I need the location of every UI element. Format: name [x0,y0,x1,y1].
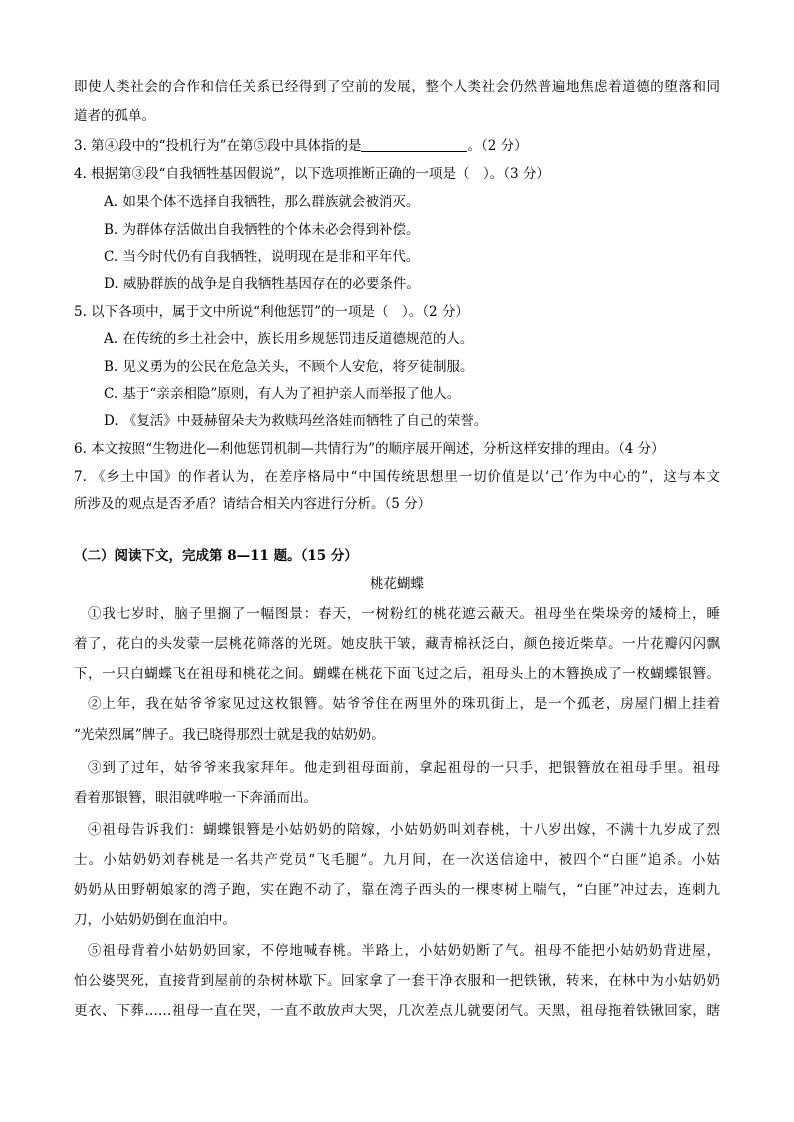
paragraph-3-line-2: 看着那银簪，眼泪就哗啦一下奔涌而出。 [74,790,317,806]
question-4-option-b: B. 为群体存活做出自我牺牲的个体未必会得到补偿。 [104,222,420,238]
paragraph-5-line-2: 怕公婆哭死，直接背到屋前的杂树林歇下。回家拿了一套干净衣服和一把铁锹，转来，在林中为小姑奶奶 [74,973,720,989]
question-7-line-1: 7. 《乡土中国》的作者认为，在差序格局中“中国传统思想里一切价值是以‘己’作为中心的”，这与本文 [74,469,720,485]
question-4-option-c: C. 当今时代仍有自我牺牲，说明现在是非和平年代。 [104,249,420,265]
question-3-text: 3. 第④段中的“投机行为”在第⑤段中具体指的是 [74,138,362,154]
question-4-option-a: A. 如果个体不选择自我牺牲，那么群族就会被消灭。 [104,194,420,210]
question-5-option-d: D. 《复活》中聂赫留朵夫为救赎玛丝洛娃而牺牲了自己的荣誉。 [104,413,488,429]
paragraph-4-line-4: 刀，小姑奶奶倒在血泊中。 [74,912,236,928]
paragraph-5-line-3: 更衣、下葬……祖母一直在哭，一直不敢放声大哭，几次差点儿就要闭气。天黑，祖母拖着铁锹回家，瞎 [74,1003,720,1019]
question-3 [74,136,720,156]
question-4-option-d: D. 威胁群族的战争是自我牺牲基因存在的必要条件。 [104,276,420,292]
question-5-option-b: B. 见义勇为的公民在危急关头，不顾个人安危，将歹徒制服。 [104,359,474,375]
question-5-stem: 5. 以下各项中，属于文中所说“利他惩罚”的一项是（ ）。（2 分） [74,304,469,320]
paragraph-4-line-2: 士。小姑奶奶刘春桃是一名共产党员“飞毛腿”。九月间，在一次送信途中，被四个“白匪”追杀。小姑 [74,852,720,868]
paragraph-3-line-1: ③到了过年，姑爷爷来我家拜年。他走到祖母面前，拿起祖母的一只手，把银簪放在祖母手里。祖母 [88,760,720,776]
question-3-score: 。（2 分） [467,138,528,154]
paragraph-2-line-2: “光荣烈属”牌子。我已晓得那烈士就是我的姑奶奶。 [74,727,385,743]
article-title: 桃花蝴蝶 [370,576,424,592]
question-5-option-a: A. 在传统的乡土社会中，族长用乡规惩罚违反道德规范的人。 [104,331,474,347]
paragraph-1-line-1: ①我七岁时，脑子里搁了一幅图景：春天，一树粉红的桃花遮云蔽天。祖母坐在柴垛旁的矮椅上，睡 [88,606,720,622]
section-2-heading: （二）阅读下文，完成第 8—11 题。（15 分） [74,548,358,564]
paragraph-5-line-1: ⑤祖母背着小姑奶奶回家，不停地喊春桃。半路上，小姑奶奶断了气。祖母不能把小姑奶奶背进屋， [88,943,720,959]
answer-blank[interactable] [361,137,467,152]
question-7-line-2: 所涉及的观点是否矛盾？请结合相关内容进行分析。（5 分） [74,496,432,512]
question-5-option-c: C. 基于“亲亲相隐”原则，有人为了袒护亲人而举报了他人。 [104,386,461,402]
paragraph-4-line-3: 奶奶从田野朝娘家的湾子跑，实在跑不动了，靠在湾子西头的一棵枣树上喘气，“白匪”冲过去，连刺九 [74,882,720,898]
intro-line-2: 道者的孤单。 [74,108,155,124]
intro-line-1: 即使人类社会的合作和信任关系已经得到了空前的发展，整个人类社会仍然普遍地焦虑着道德的堕落和同 [74,79,720,95]
paragraph-1-line-3: 下，一只白蝴蝶飞在祖母和桃花之间。蝴蝶在桃花下面飞过之后，祖母头上的木簪换成了一枚蝴蝶银簪。 [74,666,720,682]
paragraph-2-line-1: ②上年，我在姑爷爷家见过这枚银簪。姑爷爷住在两里外的珠玑街上，是一个孤老，房屋门楣上挂着 [88,696,720,712]
paragraph-1-line-2: 着了，花白的头发蒙一层桃花筛落的光斑。她皮肤干皱，藏青棉袄泛白，颜色接近柴草。一片花瓣闪闪飘 [74,636,720,652]
paragraph-4-line-1: ④祖母告诉我们：蝴蝶银簪是小姑奶奶的陪嫁，小姑奶奶叫刘春桃，十八岁出嫁，不满十九岁成了烈 [88,822,720,838]
question-4-stem: 4. 根据第③段“自我牺牲基因假说”，以下选项推断正确的一项是（ ）。（3 分） [74,166,550,182]
question-6: 6. 本文按照“生物进化—利他惩罚机制—共情行为”的顺序展开阐述，分析这样安排的理由。（4 分） [74,441,665,457]
